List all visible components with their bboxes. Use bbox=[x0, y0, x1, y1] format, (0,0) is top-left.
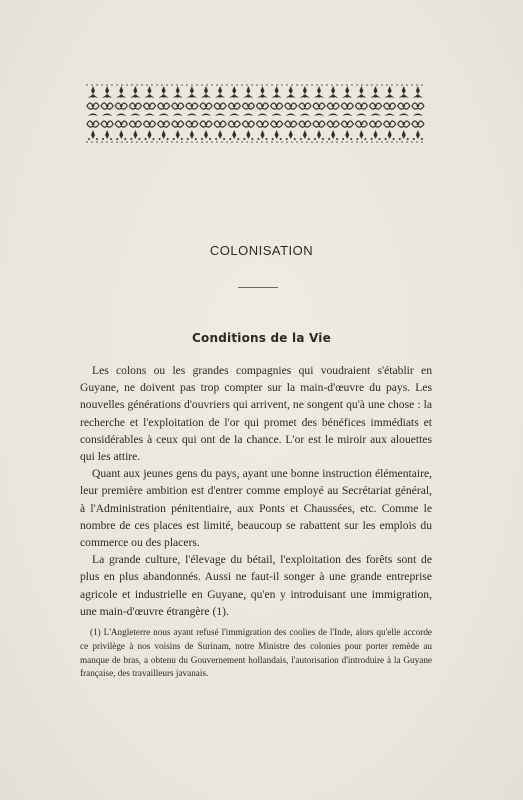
section-title: COLONISATION bbox=[209, 243, 314, 258]
body-text bbox=[80, 362, 432, 620]
paragraph: Quant aux jeunes gens du pays, ayant une bonne instruction élémentaire, leur première ambition est d'entrer comme employé au Secrétariat général, à l'Administration pénitentiaire, aux Ponts et Chaussées, etc. Comme le nombre de ces places est limité, beaucoup se rabattent sur les emplois du commerce ou des placers. bbox=[80, 467, 432, 550]
paragraph: La grande culture, l'élevage du bétail, l'exploitation des forêts sont de plus en plus abandonnés. Aussi ne faut-il songer à une grande entreprise agricole et industrielle en Guyane, qu'en y introduisant une immigration, une main-d'œuvre étrangère (1). bbox=[80, 553, 432, 618]
title-divider bbox=[238, 287, 278, 288]
footnote-text: (1) L'Angleterre nous ayant refusé l'immigration des coolies de l'Inde, alors qu'elle accorde ce privilège à nos voisins de Surinam, notre Ministre des colonies pour porter remède au manque de bras, a obtenu du Gouvernement hollandais, l'autorisation d'introduire à la Guyane française, des travailleurs javanais. bbox=[80, 627, 432, 679]
footnote bbox=[80, 626, 432, 681]
floral-frieze-icon bbox=[86, 84, 425, 144]
chapter-subtitle: Conditions de la Vie bbox=[192, 331, 331, 345]
paragraph: Les colons ou les grandes compagnies qui voudraient s'établir en Guyane, ne doivent pas trop compter sur la main-d'œuvre du pays. Les nouvelles générations d'ouvriers qui arrivent, ne songent qu'à une chose : la recherche et l'exploitation de l'or qui promet des bénéfices immédiats et considérables à ceux qui ont de la chance. L'or est le miroir aux alouettes qui les attire. bbox=[80, 364, 432, 464]
